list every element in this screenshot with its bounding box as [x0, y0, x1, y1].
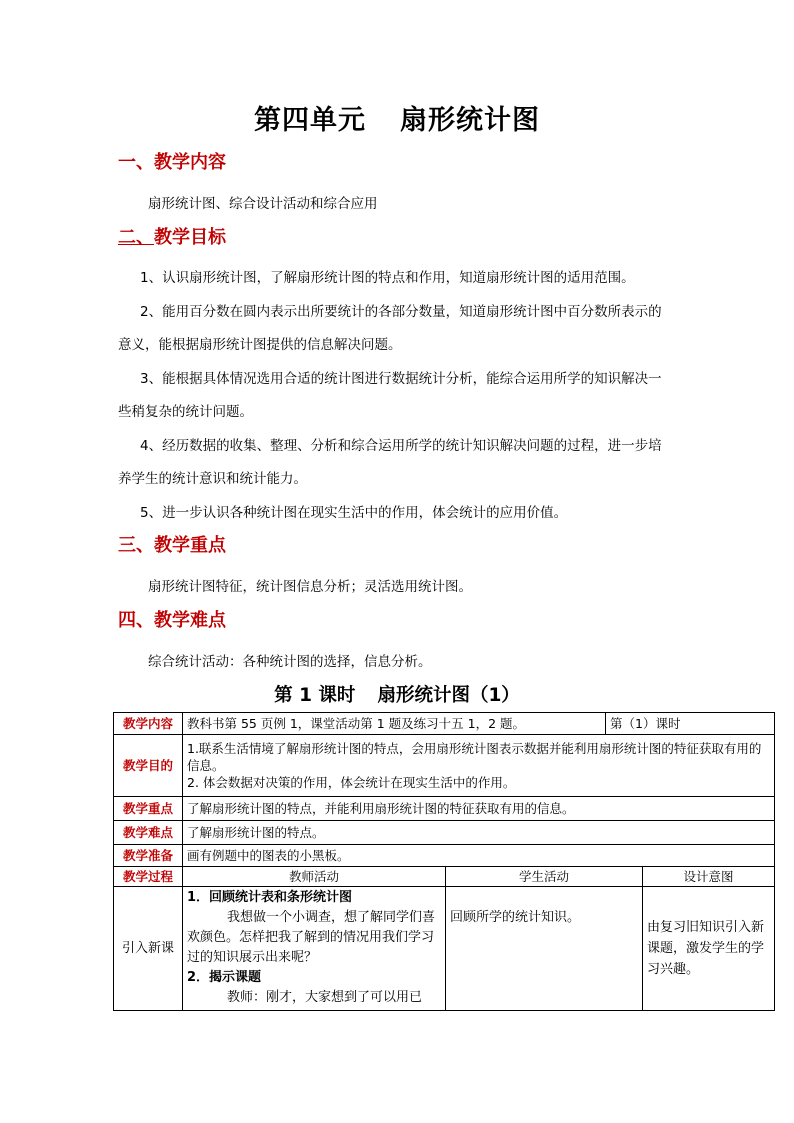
lesson-title-part2: 扇形统计图（1）: [377, 685, 520, 706]
prep-label: 教学准备: [114, 845, 183, 867]
goal-line-1: 1.联系生活情境了解扇形统计图的特点，会用扇形统计图表示数据并能利用扇形统计图的特征获取有用的信息。: [187, 741, 762, 773]
design-intent-cell: 由复习旧知识引入新课题，激发学生的学习兴趣。: [643, 887, 775, 1011]
difficulty-label: 教学难点: [114, 821, 183, 845]
unit-title-part1: 第四单元: [254, 105, 366, 136]
section-heading-content: 一、教学内容: [118, 152, 226, 173]
table-row-intro: [114, 887, 775, 1011]
goal-item-1: 1、认识扇形统计图，了解扇形统计图的特点和作用，知道扇形统计图的适用范围。: [140, 270, 635, 286]
teacher-col-header: 教师活动: [183, 867, 446, 887]
student-activity-cell: 回顾所学的统计知识。: [446, 887, 643, 1011]
goal-item-4b: 养学生的统计意识和统计能力。: [118, 471, 307, 487]
section-heading-difficulties: 四、教学难点: [118, 610, 226, 631]
intro-label: 引入新课: [114, 887, 183, 1011]
table-row-difficulty: [114, 821, 775, 845]
teacher-step-2: 2．揭示课题: [187, 970, 262, 985]
key-cell: 了解扇形统计图的特点，并能利用扇形统计图的特征获取有用的信息。: [183, 797, 775, 821]
lesson-title: [0, 681, 794, 707]
goals-heading-prefix: 二、: [118, 227, 154, 248]
goal-item-2a: 2、能用百分数在圆内表示出所要统计的各部分数量，知道扇形统计图中百分数所表示的: [140, 304, 662, 320]
table-row-key: [114, 797, 775, 821]
teacher-text-2: 教师：刚才，大家想到了可以用已: [227, 990, 423, 1005]
lesson-plan-table: [113, 712, 775, 1011]
lesson-title-part1: 第 1 课时: [274, 685, 356, 706]
goal-item-5: 5、进一步认识各种统计图在现实生活中的作用，体会统计的应用价值。: [140, 505, 568, 521]
goal-item-2b: 意义，能根据扇形统计图提供的信息解决问题。: [118, 337, 402, 353]
difficulties-text: 综合统计活动：各种统计图的选择，信息分析。: [148, 654, 432, 670]
difficulty-cell: 了解扇形统计图的特点。: [183, 821, 775, 845]
table-row-prep: [114, 845, 775, 867]
table-row-content: [114, 713, 775, 735]
content-cell: 教科书第 55 页例 1，课堂活动第 1 题及练习十五 1，2 题。: [183, 713, 606, 735]
teacher-text-1: 我想做一个小调查，想了解同学们喜欢颜色。怎样把我了解到的情况用我们学习过的知识展示出来呢？: [187, 910, 436, 965]
student-col-header: 学生活动: [446, 867, 643, 887]
period-cell: 第（1）课时: [606, 713, 775, 735]
prep-cell: 画有例题中的图表的小黑板。: [183, 845, 775, 867]
table-row-goal: [114, 735, 775, 797]
key-points-text: 扇形统计图特征，统计图信息分析；灵活选用统计图。: [148, 579, 472, 595]
content-label: 教学内容: [114, 713, 183, 735]
table-row-process-header: [114, 867, 775, 887]
section-heading-goals: [118, 223, 226, 249]
teacher-step-1: 1．回顾统计表和条形统计图: [187, 890, 353, 905]
process-label: 教学过程: [114, 867, 183, 887]
key-label: 教学重点: [114, 797, 183, 821]
unit-title: [0, 98, 794, 137]
goal-line-2: 2. 体会数据对决策的作用，体会统计在现实生活中的作用。: [187, 775, 516, 790]
unit-title-part2: 扇形统计图: [400, 105, 540, 136]
goal-cell: [183, 735, 775, 797]
goal-item-3b: 些稍复杂的统计问题。: [118, 404, 253, 420]
teacher-activity-cell: [183, 887, 446, 1011]
goal-item-4a: 4、经历数据的收集、整理、分析和综合运用所学的统计知识解决问题的过程，进一步培: [140, 438, 662, 454]
goal-item-3a: 3、能根据具体情况选用合适的统计图进行数据统计分析，能综合运用所学的知识解决一: [140, 371, 662, 387]
goal-label: 教学目的: [114, 735, 183, 797]
section-heading-key-points: 三、教学重点: [118, 535, 226, 556]
design-col-header: 设计意图: [643, 867, 775, 887]
content-text: 扇形统计图、综合设计活动和综合应用: [148, 196, 378, 212]
goals-heading-rest: 教学目标: [154, 227, 226, 248]
